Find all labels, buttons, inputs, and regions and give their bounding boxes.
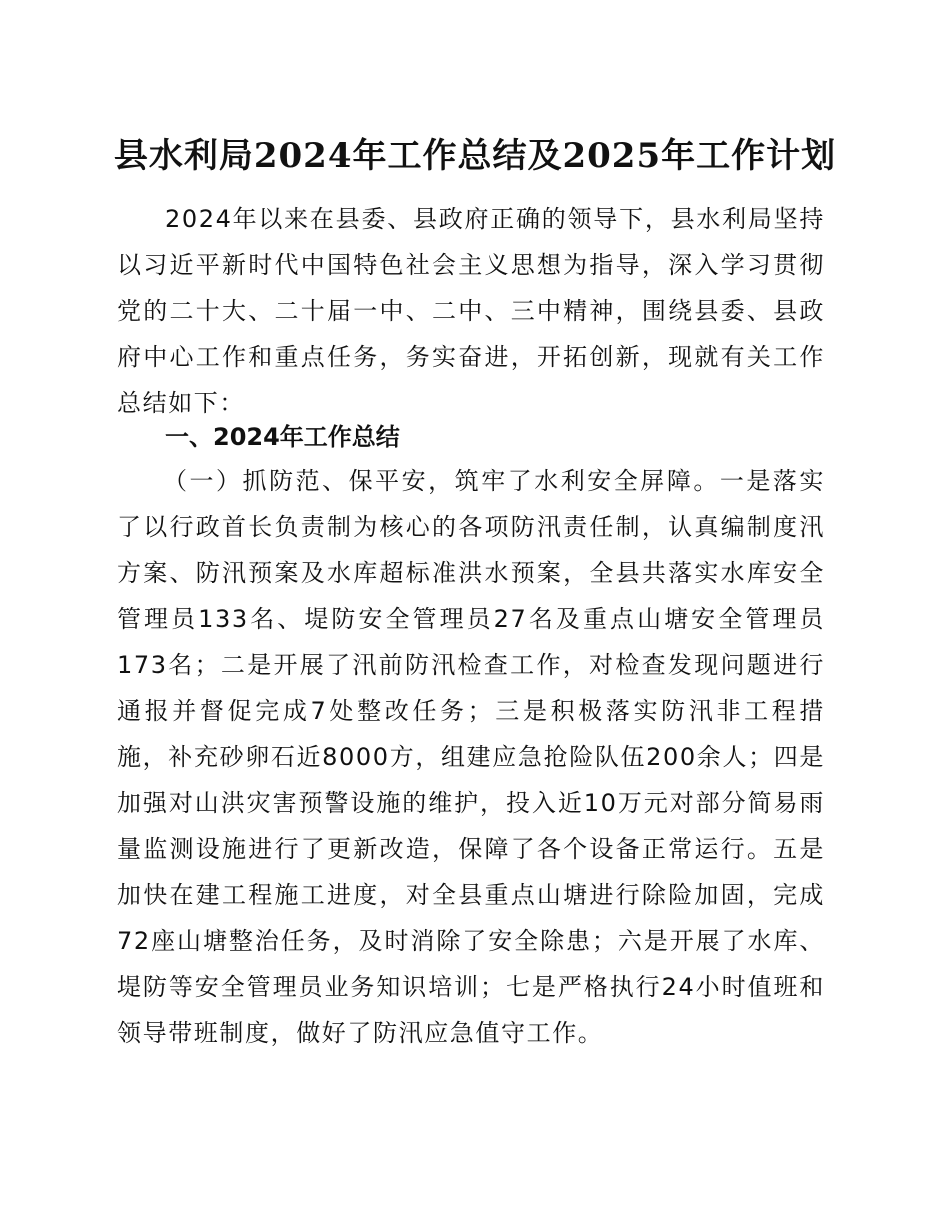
intro-paragraph: 2024年以来在县委、县政府正确的领导下，县水利局坚持以习近平新时代中国特色社会主义思想为指导，深入学习贯彻党的二十大、二十届一中、二中、三中精神，围绕县委、县政府中心工作和重点任务，务实奋进，开拓创新，现就有关工作总结如下：: [117, 205, 825, 417]
document-title: 县水利局2024年工作总结及2025年工作计划: [113, 136, 837, 176]
section-heading: 一、2024年工作总结: [165, 423, 400, 451]
section-1-paragraph: （一）抓防范、保平安，筑牢了水利安全屏障。一是落实了以行政首长负责制为核心的各项防汛责任制，认真编制度汛方案、防汛预案及水库超标准洪水预案，全县共落实水库安全管理员133名、堤防安全管理员27名及重点山塘安全管理员173名；二是开展了汛前防汛检查工作，对检查发现问题进行通报并督促完成7处整改任务；三是积极落实防汛非工程措施，补充砂卵石近8000方，组建应急抢险队伍200余人；四是加强对山洪灾害预警设施的维护，投入近10万元对部分简易雨量监测设施进行了更新改造，保障了各个设备正常运行。五是加快在建工程施工进度，对全县重点山塘进行除险加固，完成72座山塘整治任务，及时消除了安全除患；六是开展了水库、堤防等安全管理员业务知识培训；七是严格执行24小时值班和领导带班制度，做好了防汛应急值守工作。: [117, 467, 825, 1047]
